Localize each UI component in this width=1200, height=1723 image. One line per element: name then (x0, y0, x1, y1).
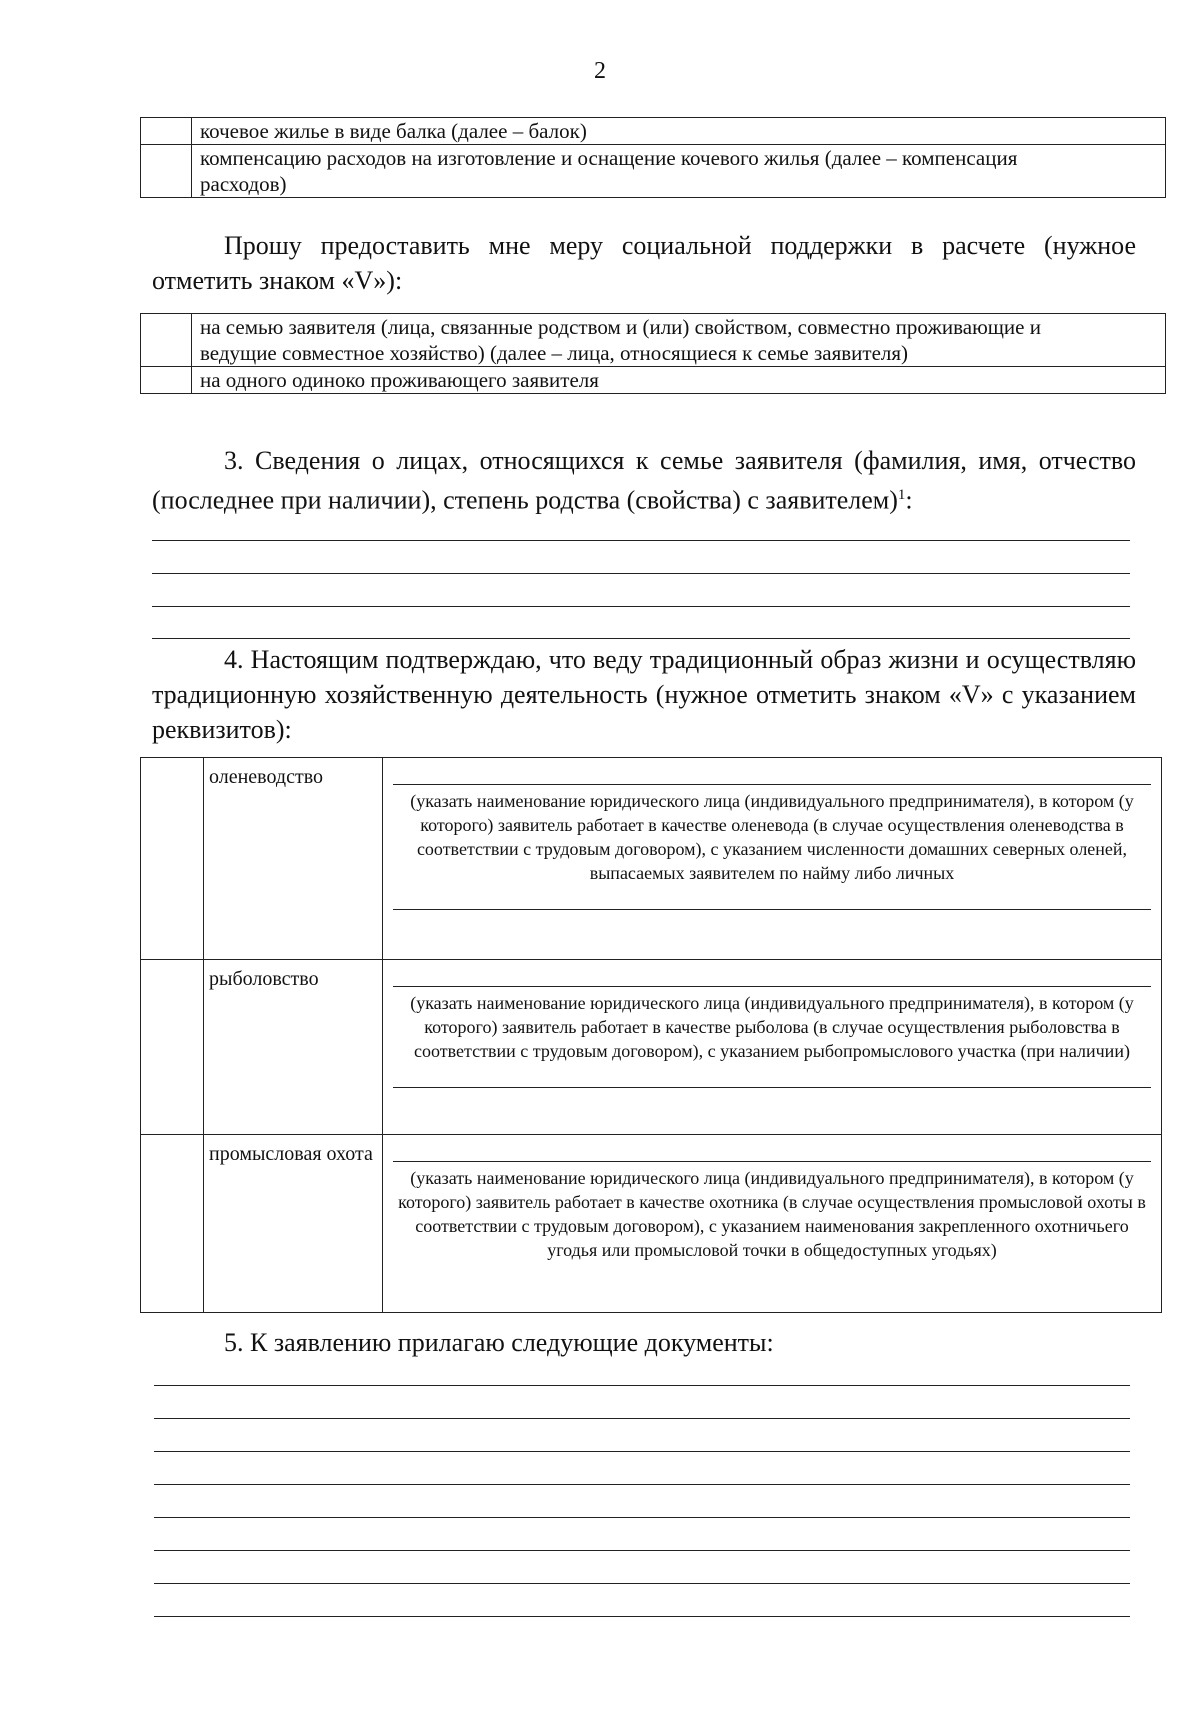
footnote-mark: 1 (897, 487, 906, 503)
support-type-option-compensation: компенсацию расходов на изготовление и оснащение кочевого жилья (далее – компенсация расходов) (192, 145, 1166, 198)
family-member-line-1[interactable] (152, 540, 1130, 541)
calc-option-single: на одного одиноко проживающего заявителя (192, 367, 1166, 394)
activity-name-hunting: промысловая охота (204, 1135, 383, 1313)
page-number: 2 (594, 58, 606, 84)
activity-hint-reindeer: (указать наименование юридического лица (индивидуального предпринимателя), в котором (у которого) заявитель работает в качестве оленевода (в случае осуществления оленеводства в соответствии с трудовым договором), с указанием численности домашних северных оленей, выпасаемых заявителем по найму либо личных (410, 791, 1134, 883)
section-5-paragraph (152, 1325, 1136, 1360)
requisites-line[interactable] (393, 909, 1151, 910)
table-row (141, 314, 1166, 367)
activity-checkbox-reindeer[interactable] (141, 758, 204, 960)
family-member-line-2[interactable] (152, 573, 1130, 574)
family-member-line-3[interactable] (152, 606, 1130, 607)
documents-line-6[interactable] (154, 1550, 1130, 1551)
activities-table (140, 757, 1162, 1313)
calc-checkbox-single[interactable] (141, 367, 192, 394)
activity-hint-fishing: (указать наименование юридического лица (индивидуального предпринимателя), в котором (у которого) заявитель работает в качестве рыболова (в случае осуществления рыболовства в соответствии с трудовым договором), с указанием рыбопромыслового участка (при наличии) (410, 993, 1134, 1061)
table-row (141, 145, 1166, 198)
activity-checkbox-fishing[interactable] (141, 960, 204, 1135)
family-member-line-4[interactable] (152, 638, 1130, 639)
support-type-checkbox-compensation[interactable] (141, 145, 192, 198)
section-3-text: 3. Сведения о лицах, относящихся к семье заявителя (фамилия, имя, отчество (последнее при наличии), степень родства (свойства) с заявителем) (152, 446, 1136, 515)
support-type-table (140, 117, 1166, 198)
activity-checkbox-hunting[interactable] (141, 1135, 204, 1313)
table-row (141, 367, 1166, 394)
documents-line-4[interactable] (154, 1484, 1130, 1485)
documents-line-2[interactable] (154, 1418, 1130, 1419)
section-4-text: 4. Настоящим подтверждаю, что веду традиционный образ жизни и осуществляю традиционную хозяйственную деятельность (нужное отметить знаком «V» с указанием реквизитов): (152, 645, 1136, 744)
calc-request-paragraph (152, 228, 1136, 298)
requisites-line[interactable] (393, 1161, 1151, 1162)
calc-option-family: на семью заявителя (лица, связанные родством и (или) свойством, совместно проживающие и ведущие совместное хозяйство) (далее – лица, относящиеся к семье заявителя) (192, 314, 1166, 367)
table-row (141, 758, 1162, 960)
documents-line-8[interactable] (154, 1616, 1130, 1617)
activity-requisites-hunting (383, 1135, 1162, 1313)
requisites-line[interactable] (393, 986, 1151, 987)
requisites-line[interactable] (393, 784, 1151, 785)
documents-line-3[interactable] (154, 1451, 1130, 1452)
support-type-checkbox-balok[interactable] (141, 118, 192, 145)
section-3-colon: : (905, 485, 913, 515)
table-row (141, 960, 1162, 1135)
section-4-paragraph (152, 642, 1136, 747)
activity-name-fishing: рыболовство (204, 960, 383, 1135)
activity-requisites-reindeer (383, 758, 1162, 960)
section-3-paragraph (152, 443, 1136, 518)
documents-line-1[interactable] (154, 1385, 1130, 1386)
table-row (141, 118, 1166, 145)
requisites-line[interactable] (393, 1087, 1151, 1088)
table-row (141, 1135, 1162, 1313)
calc-request-text: Прошу предоставить мне меру социальной поддержки в расчете (нужное отметить знаком «V»): (152, 231, 1136, 295)
documents-line-5[interactable] (154, 1517, 1130, 1518)
calc-options-table (140, 313, 1166, 394)
activity-hint-hunting: (указать наименование юридического лица (индивидуального предпринимателя), в котором (у которого) заявитель работает в качестве охотника (в случае осуществления промысловой охоты в соответствии с трудовым договором), с указанием наименования закрепленного охотничьего угодья или промысловой точки в общедоступных угодьях) (398, 1168, 1146, 1260)
activity-requisites-fishing (383, 960, 1162, 1135)
documents-line-7[interactable] (154, 1583, 1130, 1584)
activity-name-reindeer: оленеводство (204, 758, 383, 960)
calc-checkbox-family[interactable] (141, 314, 192, 367)
section-5-text: 5. К заявлению прилагаю следующие документы: (224, 1328, 774, 1357)
support-type-option-balok: кочевое жилье в виде балка (далее – балок) (192, 118, 1166, 145)
